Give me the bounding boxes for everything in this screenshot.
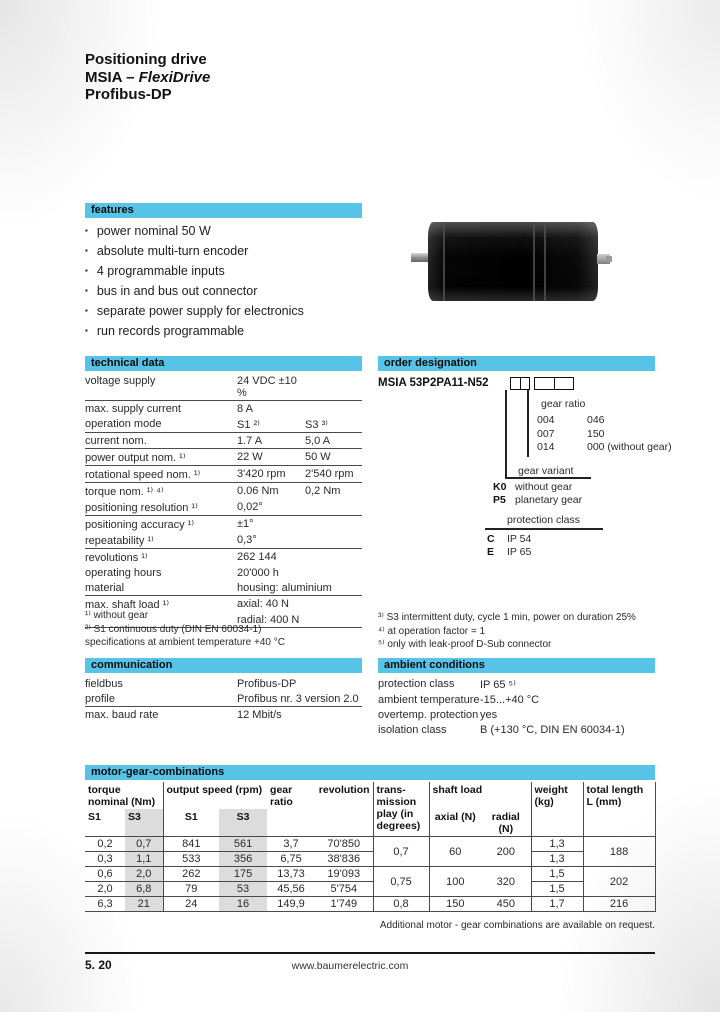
order-designation-header: order designation: [378, 356, 655, 371]
tech-label: torque nom. ¹⁾ ⁴⁾: [85, 485, 164, 498]
tech-label: positioning resolution ¹⁾: [85, 499, 237, 516]
tech-value: 22 W: [237, 449, 305, 466]
cell-revolution: 5'754: [315, 882, 373, 897]
tech-label: current nom.: [85, 433, 237, 449]
col-axial: axial (N): [429, 809, 481, 837]
title-line-2: MSIA – FlexiDrive: [85, 68, 211, 86]
cell-speed-s3: 53: [219, 882, 267, 897]
cell-torque-s1: 0,3: [85, 852, 125, 867]
tech-value: S3 ³⁾: [305, 416, 362, 433]
cell-speed-s3: 175: [219, 867, 267, 882]
title-line-1: Positioning drive: [85, 51, 207, 68]
col-torque: torque nominal (Nm): [88, 784, 156, 808]
gear-variant-option: P5 planetary gear: [493, 493, 583, 506]
tech-value: 1.7 A: [237, 433, 305, 449]
ambient-value: IP 65 ⁵⁾: [480, 678, 516, 691]
footnote: ¹⁾ without gear: [85, 610, 149, 621]
tech-value: [305, 532, 362, 549]
tech-label: rotational speed nom. ¹⁾: [85, 466, 237, 483]
feature-item: ▪ run records programmable: [85, 321, 375, 341]
tech-value: housing: aluminium: [237, 580, 362, 596]
protection-class-option: C IP 54: [487, 533, 532, 545]
cell-speed-s1: 79: [163, 882, 219, 897]
tech-value: [305, 401, 362, 417]
cell-gear-ratio: 149,9: [267, 897, 315, 912]
tech-value: 24 VDC ±10 %: [237, 373, 305, 401]
cell-torque-s3: 2,0: [125, 867, 163, 882]
communication-table: [85, 676, 362, 722]
order-footnotes: [378, 611, 678, 652]
features-header: features: [85, 203, 362, 218]
tech-label: revolutions ¹⁾: [85, 551, 148, 564]
cell-torque-s3: 6,8: [125, 882, 163, 897]
col-transmission-play: trans-mission play (in degrees): [373, 782, 429, 837]
title-line-3: Profibus-DP: [85, 86, 172, 103]
cell-radial: 320: [481, 867, 531, 897]
cell-axial: 60: [429, 837, 481, 867]
cell-weight: 1,3: [531, 837, 583, 852]
combo-row: [85, 867, 655, 882]
cell-weight: 1,5: [531, 882, 583, 897]
footer-page-number: 5. 20: [85, 958, 112, 972]
cell-torque-s3: 1,1: [125, 852, 163, 867]
tech-value: 0,2 Nm: [305, 484, 341, 497]
combo-row: [85, 852, 655, 867]
cell-play: 0,75: [373, 867, 429, 897]
technical-data-table: [85, 373, 362, 628]
col-gear-ratio: gear ratio: [270, 784, 293, 808]
tech-label: max. shaft load ¹⁾: [85, 598, 170, 611]
comm-label: fieldbus: [85, 677, 123, 690]
gear-variant-underline: [505, 477, 591, 479]
order-code-box-variant: [510, 377, 530, 390]
tech-value: 262 144: [237, 550, 277, 563]
footnote: specifications at ambient temperature +40 °C: [85, 637, 285, 648]
motor-ring: [533, 222, 535, 301]
feature-item: ▪ separate power supply for electronics: [85, 301, 375, 321]
protection-class-label: protection class: [507, 514, 580, 526]
tech-value: 3'420 rpm: [237, 466, 305, 483]
cell-play: 0,8: [373, 897, 429, 912]
gear-ratio-option: 004 046: [537, 414, 605, 426]
cell-revolution: 38'836: [315, 852, 373, 867]
gear-ratio-option: 014 000 (without gear): [537, 441, 672, 453]
footnote: ⁴⁾ at operation factor = 1: [378, 625, 486, 637]
comm-value: Profibus-DP: [237, 677, 297, 690]
tech-value: 50 W: [305, 449, 362, 466]
ambient-label: protection class: [378, 677, 455, 690]
tech-value: radial: 400 N: [237, 612, 362, 628]
feature-item: ▪ 4 programmable inputs: [85, 261, 375, 281]
cell-length: 202: [583, 867, 655, 897]
technical-footnotes: [85, 609, 375, 650]
ambient-conditions-table: [378, 676, 655, 737]
cell-weight: 1,7: [531, 897, 583, 912]
cell-torque-s1: 0,2: [85, 837, 125, 852]
cell-revolution: 1'749: [315, 897, 373, 912]
cell-revolution: 19'093: [315, 867, 373, 882]
tech-value: 8 A: [237, 402, 253, 415]
comm-value: 12 Mbit/s: [237, 708, 282, 721]
comm-label: max. baud rate: [85, 708, 159, 721]
gear-variant-label: gear variant: [518, 465, 574, 477]
tech-label: operating hours: [85, 566, 162, 579]
feature-item: ▪ bus in and bus out connector: [85, 281, 375, 301]
gear-variant-options: [493, 481, 582, 506]
tech-value: [305, 565, 362, 580]
combo-row: [85, 882, 655, 897]
col-output-speed: output speed (rpm): [163, 782, 267, 809]
protection-class-option: E IP 65: [487, 545, 532, 558]
cell-gear-ratio: 3,7: [267, 837, 315, 852]
tech-label: positioning accuracy ¹⁾: [85, 518, 195, 531]
connector-line-gear-ratio: [527, 390, 529, 457]
order-code: MSIA 53P2PA11-N52: [378, 377, 489, 389]
feature-item: ▪ power nominal 50 W: [85, 221, 375, 241]
cell-axial: 100: [429, 867, 481, 897]
connector-line-gear-variant: [505, 390, 507, 478]
footnote: ²⁾ S1 continuous duty (DIN EN 60034-1): [85, 623, 262, 635]
feature-item: ▪ absolute multi-turn encoder: [85, 241, 375, 261]
combo-row: [85, 837, 655, 852]
cell-gear-ratio: 13,73: [267, 867, 315, 882]
gear-variant-option: K0 without gear: [493, 481, 573, 493]
ambient-label: isolation class: [378, 723, 447, 736]
motor-ring: [544, 222, 546, 301]
ambient-label: overtemp. protection: [378, 708, 479, 721]
col-weight: weight (kg): [531, 782, 583, 837]
col-torque-s3: S3: [125, 809, 163, 837]
cell-play: 0,7: [373, 837, 429, 867]
protection-class-underline: [485, 528, 603, 530]
features-list: [85, 221, 375, 341]
col-speed-s3: S3: [219, 809, 267, 837]
cell-speed-s1: 262: [163, 867, 219, 882]
technical-data-header: technical data: [85, 356, 362, 371]
cell-speed-s3: 16: [219, 897, 267, 912]
footer-url: www.baumerelectric.com: [291, 960, 409, 972]
cell-torque-s1: 0,6: [85, 867, 125, 882]
footer-rule: [85, 952, 655, 954]
gear-ratio-label: gear ratio: [541, 398, 586, 410]
tech-value: [305, 499, 362, 516]
tech-label: repeatability ¹⁾: [85, 532, 237, 549]
col-torque-s1: S1: [88, 811, 101, 823]
motor-body: [428, 222, 598, 301]
ambient-label: ambient temperature: [378, 693, 480, 706]
ambient-value: -15...+40 °C: [480, 693, 540, 706]
footnote: ⁵⁾ only with leak-proof D-Sub connector: [378, 639, 552, 650]
cell-torque-s1: 2,0: [85, 882, 125, 897]
cell-speed-s1: 533: [163, 852, 219, 867]
cell-length: 188: [583, 837, 655, 867]
page-title: [85, 51, 210, 104]
cell-revolution: 70'850: [315, 837, 373, 852]
col-radial: radial (N): [491, 811, 520, 835]
motor-ring: [443, 222, 445, 301]
cell-radial: 200: [481, 837, 531, 867]
tech-label: max. supply current: [85, 402, 181, 415]
combo-row: [85, 897, 655, 912]
ambient-value: B (+130 °C, DIN EN 60034-1): [480, 723, 625, 736]
gear-ratio-options: [537, 414, 672, 455]
protection-class-options: [487, 533, 531, 558]
tech-label: voltage supply: [85, 373, 237, 401]
cell-weight: 1,3: [531, 852, 583, 867]
motor-gear-combinations-header: motor-gear-combinations: [85, 765, 655, 780]
tech-value: 0.06 Nm: [237, 484, 279, 497]
cell-radial: 450: [481, 897, 531, 912]
cell-speed-s3: 561: [219, 837, 267, 852]
cell-speed-s1: 24: [163, 897, 219, 912]
cell-axial: 150: [429, 897, 481, 912]
combos-note: Additional motor - gear combinations are available on request.: [379, 920, 655, 931]
tech-label: material: [85, 580, 237, 596]
motor-connector-tip: [606, 256, 612, 262]
cell-gear-ratio: 45,56: [267, 882, 315, 897]
col-shaft-load: shaft load: [429, 782, 531, 809]
cell-length: 216: [583, 897, 655, 912]
col-total-length: total length L (mm): [583, 782, 655, 837]
cell-gear-ratio: 6,75: [267, 852, 315, 867]
gear-ratio-option: 007 150: [537, 427, 605, 440]
tech-value: [305, 516, 362, 533]
footnote: ³⁾ S3 intermittent duty, cycle 1 min, power on duration 25%: [378, 612, 636, 623]
col-speed-s1: S1: [163, 809, 219, 837]
tech-value: 2'540 rpm: [305, 466, 362, 483]
tech-label: operation mode: [85, 416, 237, 433]
tech-value: 0,02°: [237, 499, 305, 516]
tech-value: S1 ²⁾: [237, 416, 305, 433]
communication-header: communication: [85, 658, 362, 673]
tech-value: axial: 40 N: [237, 597, 289, 610]
tech-value: 20'000 h: [237, 566, 279, 579]
order-code-box-ratio: [534, 377, 574, 390]
col-revolution: revolution: [318, 784, 370, 796]
ambient-value: yes: [480, 708, 498, 721]
motor-gear-combinations-table: [85, 782, 656, 912]
cell-speed-s1: 841: [163, 837, 219, 852]
cell-speed-s3: 356: [219, 852, 267, 867]
ambient-conditions-header: ambient conditions: [378, 658, 655, 673]
cell-torque-s1: 6,3: [85, 897, 125, 912]
tech-value: 5,0 A: [305, 433, 362, 449]
tech-value: [305, 373, 362, 401]
cell-torque-s3: 21: [125, 897, 163, 912]
tech-label: power output nom. ¹⁾: [85, 449, 237, 466]
tech-value: ±1°: [237, 517, 254, 530]
comm-value: Profibus nr. 3 version 2.0: [237, 691, 362, 707]
comm-label: profile: [85, 691, 237, 707]
tech-value: [305, 549, 362, 566]
cell-weight: 1,5: [531, 867, 583, 882]
cell-torque-s3: 0,7: [125, 837, 163, 852]
tech-value: 0,3°: [237, 532, 305, 549]
